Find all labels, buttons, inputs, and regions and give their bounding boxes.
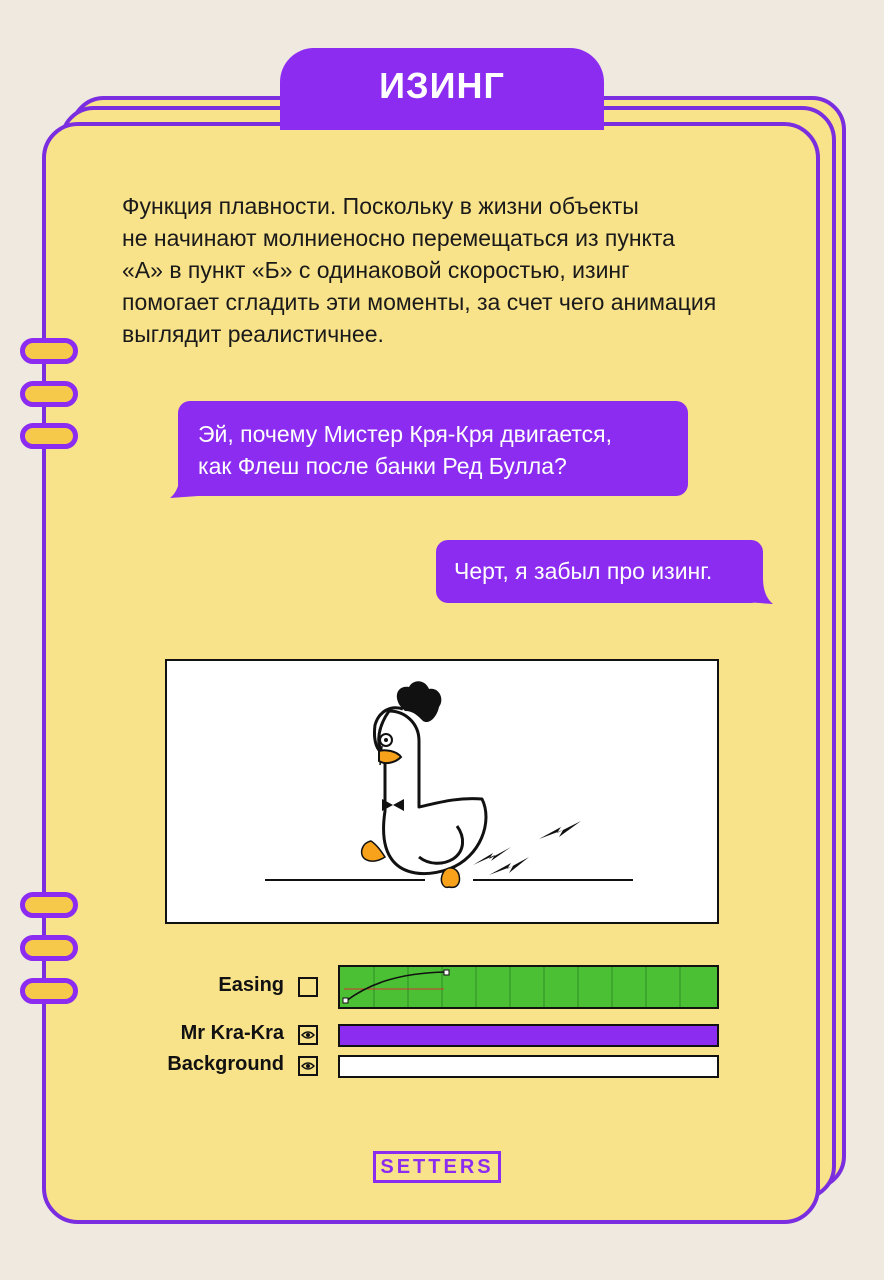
layer-label-mr-kra-kra: Mr Kra-Kra — [180, 1022, 284, 1044]
question-line: Эй, почему Мистер Кря-Кря двигается, — [198, 421, 613, 447]
easing-graph — [340, 967, 717, 1007]
binder-ring — [20, 892, 78, 918]
easing-track[interactable] — [338, 965, 719, 1009]
title-tab — [280, 48, 604, 130]
layer-label-background: Background — [167, 1053, 284, 1075]
intro-line: «А» в пункт «Б» с одинаковой скоростью, изинг — [122, 257, 630, 283]
intro-line: Функция плавности. Поскольку в жизни объекты — [122, 193, 639, 219]
question-line: как Флеш после банки Ред Булла? — [198, 453, 567, 479]
binder-ring — [20, 338, 78, 364]
mr-kra-kra-track[interactable] — [338, 1024, 719, 1047]
page-title: ИЗИНГ — [379, 65, 505, 106]
goose-illustration — [167, 661, 717, 922]
answer-bubble — [436, 540, 763, 603]
intro-line: помогает сгладить эти моменты, за счет чего анимация — [122, 289, 717, 315]
eye-icon[interactable] — [298, 1025, 318, 1045]
binder-ring — [20, 381, 78, 407]
setters-logo: SETTERS — [373, 1151, 501, 1183]
layer-label-easing: Easing — [218, 974, 284, 996]
intro-line: не начинают молниеносно перемещаться из пункта — [122, 225, 675, 251]
eye-icon[interactable] — [298, 1056, 318, 1076]
binder-ring — [20, 978, 78, 1004]
easing-checkbox[interactable] — [298, 977, 318, 997]
binder-ring — [20, 935, 78, 961]
animation-preview — [165, 659, 719, 924]
intro-paragraph — [122, 190, 812, 350]
binder-ring — [20, 423, 78, 449]
background-track[interactable] — [338, 1055, 719, 1078]
intro-line: выглядит реалистичнее. — [122, 321, 384, 347]
answer-text: Черт, я забыл про изинг. — [454, 558, 713, 584]
question-bubble — [178, 401, 688, 496]
